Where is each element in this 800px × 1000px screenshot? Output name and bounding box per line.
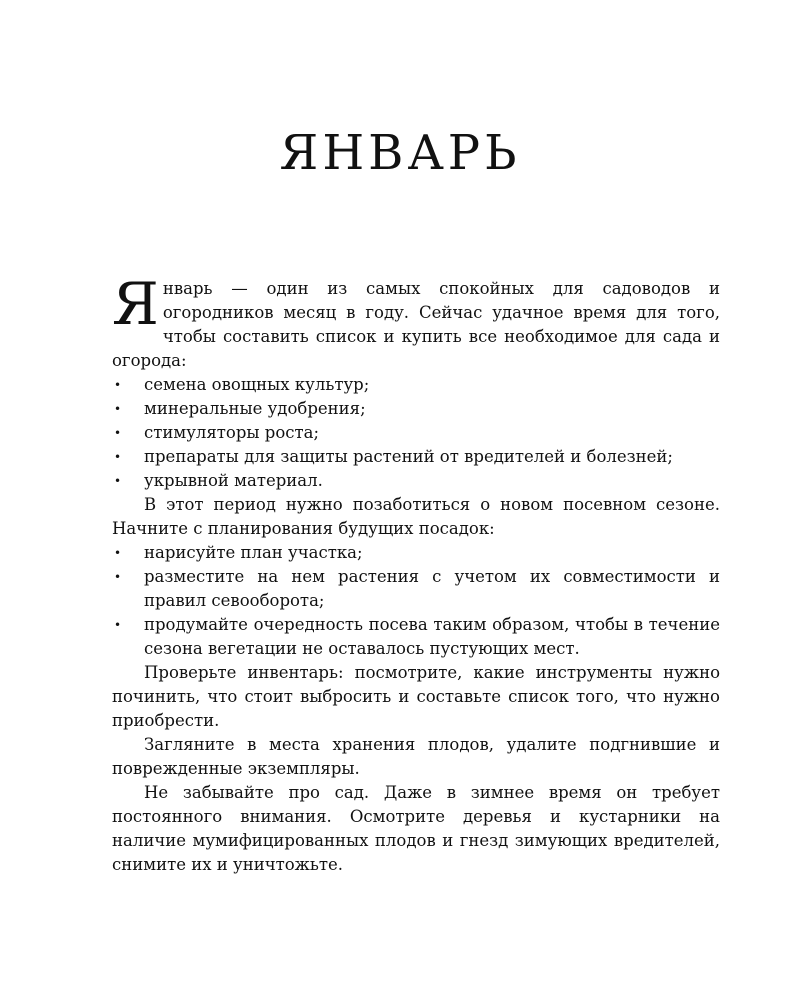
list-item: [112, 421, 720, 445]
list-item: [112, 397, 720, 421]
bullet-icon: •: [114, 378, 122, 392]
garden-paragraph: Не забывайте про сад. Даже в зимнее время он требует постоянного внимания. Осмотрите деревья и кустарники на наличие мумифицированных плодов и гнезд зимующих вредителей, снимите их и уничтожьте.: [112, 783, 720, 874]
list-item: [112, 469, 720, 493]
bullet-icon: •: [114, 474, 122, 488]
supplies-list: [112, 373, 720, 493]
bullet-icon: •: [114, 618, 122, 632]
storage-paragraph: Загляните в места хранения плодов, удалите подгнившие и поврежденные экземпляры.: [112, 735, 720, 778]
list-item: [112, 373, 720, 397]
chapter-body: [112, 270, 720, 877]
intro-text: нварь — один из самых спокойных для садоводов и огородников месяц в году. Сейчас удачное время для того, чтобы составить список и купить все необходимое для сада и огорода:: [112, 279, 720, 370]
chapter-title: ЯНВАРЬ: [279, 125, 521, 181]
list-item: [112, 565, 720, 613]
list-item: [112, 445, 720, 469]
list-item-text: укрывной материал.: [144, 471, 323, 490]
bullet-icon: •: [114, 546, 122, 560]
bullet-icon: •: [114, 426, 122, 440]
bullet-icon: •: [114, 570, 122, 584]
list-item-text: нарисуйте план участка;: [144, 543, 363, 562]
list-item-text: разместите на нем растения с учетом их совместимости и правил севооборота;: [144, 567, 720, 610]
inventory-paragraph: Проверьте инвентарь: посмотрите, какие инструменты нужно починить, что стоит выбросить и составьте список того, что нужно приобрести.: [112, 663, 720, 730]
planning-list: [112, 541, 720, 661]
bullet-icon: •: [114, 402, 122, 416]
planning-paragraph: В этот период нужно позаботиться о новом посевном сезоне. Начните с планирования будущих посадок:: [112, 495, 720, 538]
list-item-text: стимуляторы роста;: [144, 423, 320, 442]
bullet-icon: •: [114, 450, 122, 464]
list-item-text: семена овощных культур;: [144, 375, 370, 394]
intro-paragraph: [112, 270, 720, 373]
list-item-text: препараты для защиты растений от вредителей и болезней;: [144, 447, 673, 466]
list-item-text: минеральные удобрения;: [144, 399, 366, 418]
drop-cap-letter: Я: [112, 270, 159, 338]
list-item: [112, 541, 720, 565]
list-item-text: продумайте очередность посева таким образом, чтобы в течение сезона вегетации не оставалось пустующих мест.: [144, 615, 720, 658]
list-item: [112, 613, 720, 661]
